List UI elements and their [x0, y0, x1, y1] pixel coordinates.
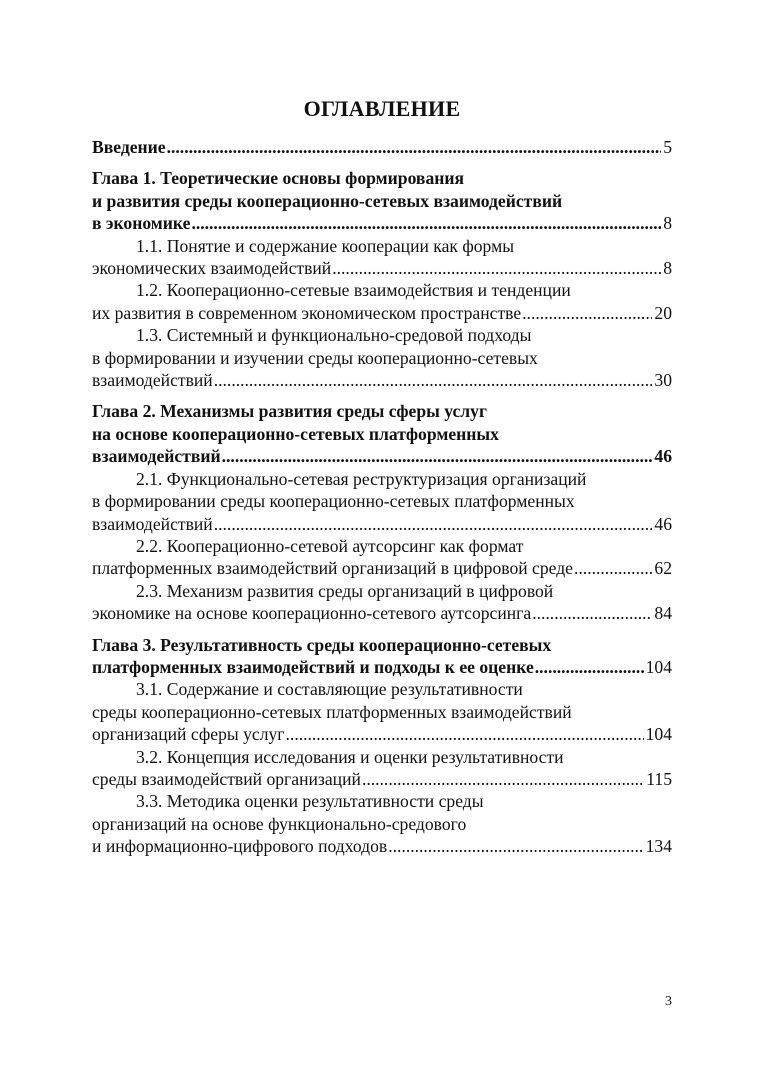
- toc-entry-section-1-1: [92, 235, 672, 280]
- toc-entry-chapter-3: [92, 634, 672, 679]
- toc-entry-section-3-3: [92, 790, 672, 857]
- toc-entry-chapter-1: [92, 167, 672, 234]
- dot-leader: [222, 445, 653, 467]
- toc-entry-title: 2.3. Механизм развития среды организаций в цифровой: [136, 580, 554, 601]
- toc-page-number: 30: [654, 370, 672, 391]
- page-number: 3: [665, 994, 672, 1009]
- toc-page-number: 134: [645, 836, 672, 857]
- toc-entry-title: 1.2. Кооперационно-сетевые взаимодействия и тенденции: [136, 280, 571, 301]
- toc-entry-title: на основе кооперационно-сетевых платформенных: [92, 423, 499, 444]
- toc-entry-title: в формировании среды кооперационно-сетевых платформенных: [92, 491, 575, 512]
- dot-leader: [332, 257, 661, 279]
- dot-leader: [214, 369, 653, 391]
- toc-entry-title: организаций сферы услуг: [92, 724, 285, 745]
- toc-entry-title: в экономике: [92, 213, 191, 234]
- toc-entry-introduction: [92, 136, 672, 158]
- toc-entry-section-1-2: [92, 279, 672, 324]
- dot-leader: [286, 723, 644, 745]
- toc-entry-title: Введение: [92, 137, 166, 157]
- toc-page-number: 20: [654, 302, 672, 323]
- toc-entry-title: 3.1. Содержание и составляющие результативности: [136, 679, 523, 700]
- toc-entry-title: среды кооперационно-сетевых платформенных взаимодействий: [92, 701, 572, 722]
- toc-entry-title: в формировании и изучении среды кооперационно-сетевых: [92, 347, 538, 368]
- toc-page-number: 115: [646, 768, 672, 789]
- toc-entry-title: Глава 1. Теоретические основы формирования: [92, 168, 465, 189]
- toc-page-number: 84: [654, 603, 672, 624]
- toc-page-number: 104: [645, 724, 672, 745]
- toc-entry-title: Глава 3. Результативность среды кооперационно-сетевых: [92, 634, 552, 655]
- toc-entry-section-2-1: [92, 468, 672, 535]
- page-title: ОГЛАВЛЕНИЕ: [303, 96, 461, 121]
- toc-page-number: 5: [663, 137, 672, 157]
- dot-leader: [535, 656, 644, 678]
- toc-entry-title: 1.3. Системный и функционально-средовой подходы: [136, 325, 532, 346]
- toc-entry-section-3-2: [92, 746, 672, 791]
- toc-entry-title: взаимодействий: [92, 513, 213, 534]
- toc-entry-title: платформенных взаимодействий организаций в цифровой среде: [92, 558, 573, 579]
- toc-entry-title: Глава 2. Механизмы развития среды сферы услуг: [92, 401, 487, 422]
- dot-leader: [574, 557, 652, 579]
- toc-entry-title: и информационно-цифрового подходов: [92, 836, 388, 857]
- toc-page-number: 46: [654, 513, 672, 534]
- dot-leader: [167, 136, 662, 158]
- toc-entry-title: взаимодействий: [92, 446, 221, 467]
- toc-page-number: 8: [663, 258, 672, 279]
- toc-entry-section-2-3: [92, 580, 672, 625]
- toc-page-number: 62: [654, 558, 672, 579]
- toc-entry-title: 3.3. Методика оценки результативности среды: [136, 791, 484, 812]
- toc-page-number: 46: [654, 446, 672, 467]
- table-of-contents: [92, 136, 672, 858]
- toc-entry-title: 3.2. Концепция исследования и оценки результативности: [136, 746, 564, 767]
- toc-entry-section-1-3: [92, 324, 672, 391]
- toc-entry-title: их развития в современном экономическом пространстве: [92, 302, 522, 323]
- toc-entry-title: организаций на основе функционально-средового: [92, 813, 467, 834]
- toc-entry-title: и развития среды кооперационно-сетевых взаимодействий: [92, 190, 563, 211]
- toc-entry-title: экономических взаимодействий: [92, 258, 332, 279]
- toc-page-number: 104: [645, 656, 672, 677]
- dot-leader: [388, 835, 643, 857]
- toc-page-number: 8: [663, 213, 672, 234]
- toc-entry-section-2-2: [92, 535, 672, 580]
- dot-leader: [191, 212, 661, 234]
- toc-entry-title: среды взаимодействий организаций: [92, 768, 361, 789]
- dot-leader: [214, 513, 653, 535]
- toc-entry-title: 1.1. Понятие и содержание кооперации как формы: [136, 235, 515, 256]
- dot-leader: [362, 768, 644, 790]
- dot-leader: [532, 602, 652, 624]
- toc-entry-title: платформенных взаимодействий и подходы к ее оценке: [92, 656, 534, 677]
- toc-entry-chapter-2: [92, 400, 672, 467]
- toc-entry-title: 2.1. Функционально-сетевая реструктуризация организаций: [136, 468, 587, 489]
- toc-entry-title: 2.2. Кооперационно-сетевой аутсорсинг как формат: [136, 535, 524, 556]
- dot-leader: [522, 302, 652, 324]
- toc-entry-title: взаимодействий: [92, 370, 213, 391]
- toc-entry-title: экономике на основе кооперационно-сетевого аутсорсинга: [92, 603, 532, 624]
- toc-entry-section-3-1: [92, 678, 672, 745]
